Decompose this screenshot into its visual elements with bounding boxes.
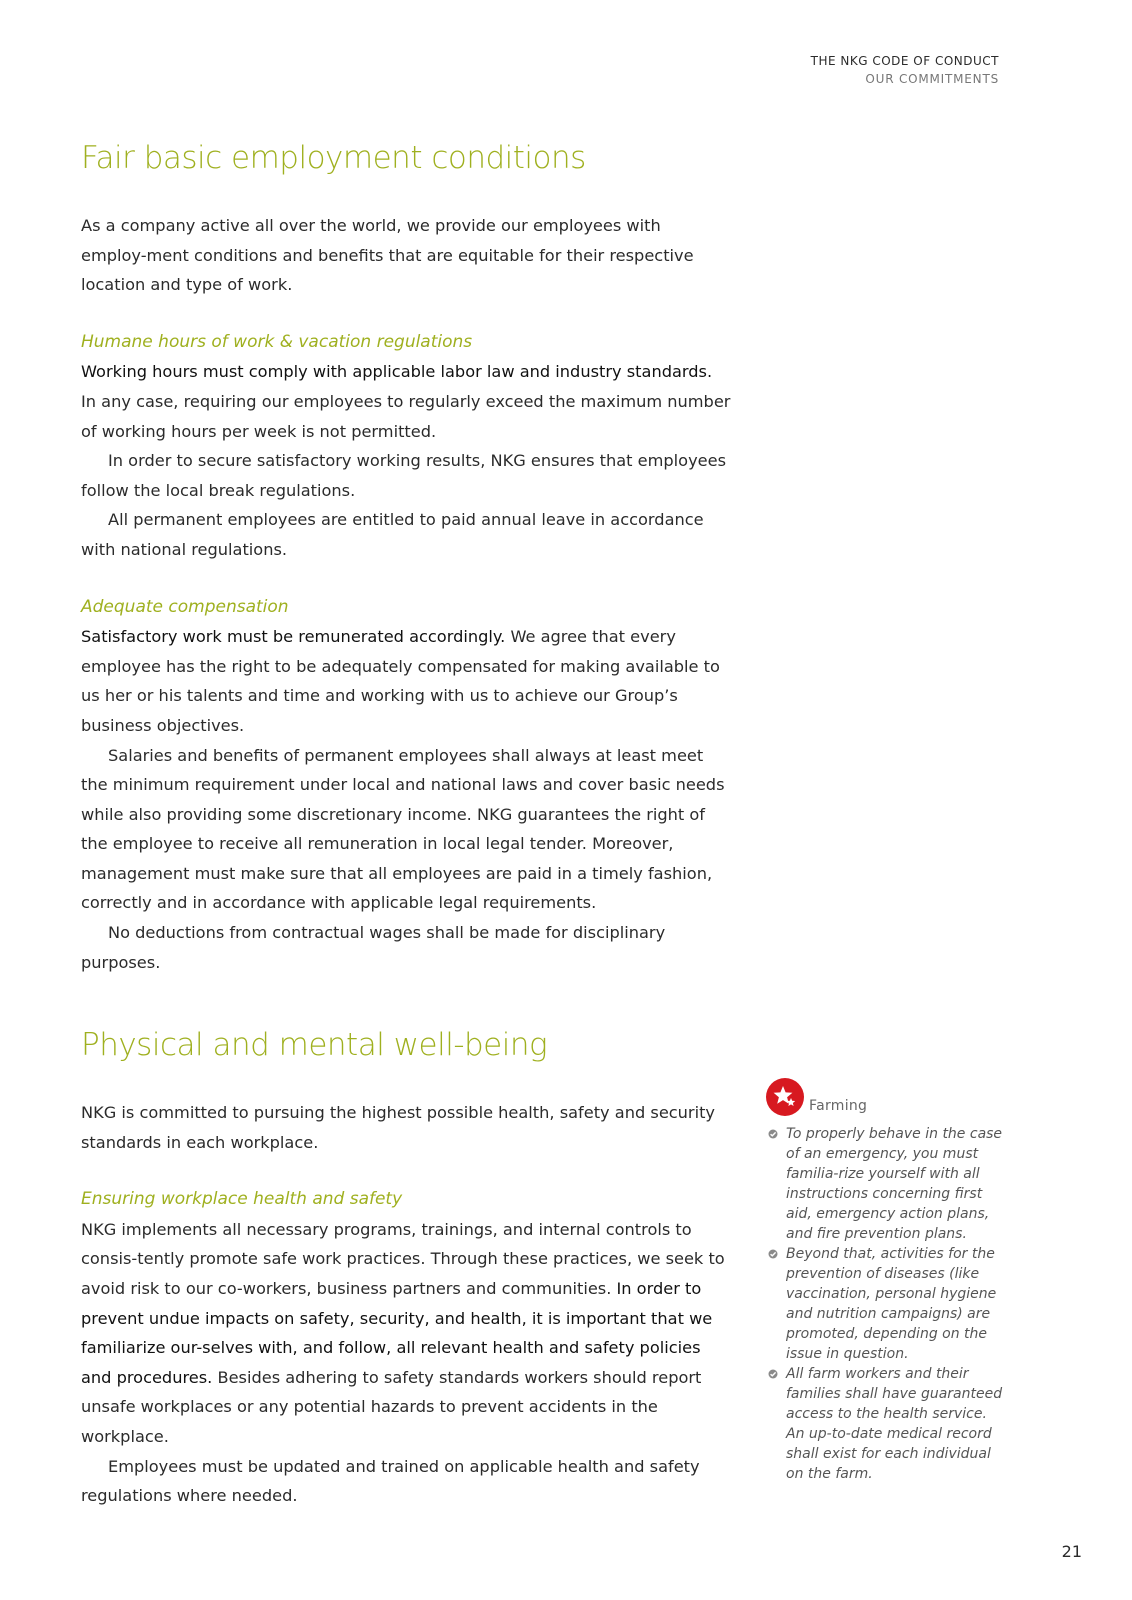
header-title: THE NKG CODE OF CONDUCT (810, 54, 999, 68)
section-intro: NKG is committed to pursuing the highest possible health, safety and security standards in each workplace. (81, 1103, 716, 1152)
list-item: Beyond that, activities for the prevention of diseases (like vaccination, personal hygiene and nutrition campaigns) are promoted, depending on the issue in question. (766, 1244, 1006, 1364)
paragraph: No deductions from contractual wages shall be made for disciplinary purposes. (81, 923, 666, 972)
paragraph: Working hours must comply with applicable labor law and industry standards. In any case, requiring our employees to regularly exceed the maximum number of working hours per week is not permitted. (81, 362, 731, 441)
paragraph: All permanent employees are entitled to paid annual leave in accordance with national regulations. (81, 510, 704, 559)
paragraph: Employees must be updated and trained on applicable health and safety regulations where needed. (81, 1456, 700, 1506)
subheading-working-hours: Humane hours of work & vacation regulations (81, 331, 473, 352)
emphasis-sentence: In order to prevent undue impacts on safety, security, and health, it is important that we familiarize our-selves with, and follow, all relevant health and safety policies and procedures. (81, 1278, 713, 1387)
subheading-compensation: Adequate compensation (81, 596, 289, 617)
paragraph: Salaries and benefits of permanent employees shall always at least meet the minimum requirement under local and national laws and cover basic needs while also providing some discretionary income. NKG guarantees the right of the employee to receive all remuneration in local legal tender. Moreover, management must make sure that all employees are paid in a timely fashion, correctly and in accordance with applicable legal requirements. (81, 745, 725, 913)
bullet-icon (768, 1369, 778, 1379)
section-fair-employment (81, 138, 731, 977)
lead-sentence: Working hours must comply with applicable labor law and industry standards. (81, 362, 713, 382)
paragraph: NKG implements all necessary programs, trainings, and internal controls to consis-tently promote safe work practices. Through these practices, we seek to avoid risk to our co-workers, business partners and communities. In order to prevent undue impacts on safety, security, and health, it is important that we familiarize our-selves with, and follow, all relevant health and safety policies and procedures. Besides adhering to safety standards workers should report unsafe workplaces or any potential hazards to prevent accidents in the workplace. (81, 1219, 725, 1446)
section-intro: As a company active all over the world, we provide our employees with employ-ment conditions and benefits that are equitable for their respective location and type of work. (81, 216, 694, 295)
sidebar-header (766, 1076, 1006, 1116)
list-item: To properly behave in the case of an emergency, you must familia-rize yourself with all instructions concerning first aid, emergency action plans, and fire prevention plans. (766, 1124, 1006, 1244)
subheading-health-safety: Ensuring workplace health and safety (81, 1189, 403, 1210)
section-title: Fair basic employment conditions (81, 140, 586, 176)
section-well-being (81, 1025, 731, 1511)
farming-sidebar (766, 1076, 1006, 1484)
page-number: 21 (1061, 1542, 1082, 1561)
sidebar-label: Farming (809, 1098, 868, 1114)
section-title: Physical and mental well-being (81, 1027, 548, 1063)
sidebar-list (766, 1124, 1006, 1484)
lead-sentence: Satisfactory work must be remunerated accordingly. (81, 627, 506, 647)
bullet-icon (768, 1129, 778, 1139)
star-badge-icon (766, 1078, 804, 1116)
list-item: All farm workers and their families shall have guaranteed access to the health service. An up-to-date medical record shall exist for each individual on the farm. (766, 1364, 1006, 1484)
paragraph: In order to secure satisfactory working results, NKG ensures that employees follow the local break regulations. (81, 451, 727, 500)
running-header (811, 52, 999, 88)
bullet-icon (768, 1249, 778, 1259)
star-icon (772, 1084, 798, 1110)
header-subtitle: OUR COMMITMENTS (865, 72, 999, 86)
paragraph: Satisfactory work must be remunerated accordingly. We agree that every employee has the right to be adequately compensated for making available to us her or his talents and time and working with us to achieve our Group’s business objectives. (81, 627, 720, 735)
